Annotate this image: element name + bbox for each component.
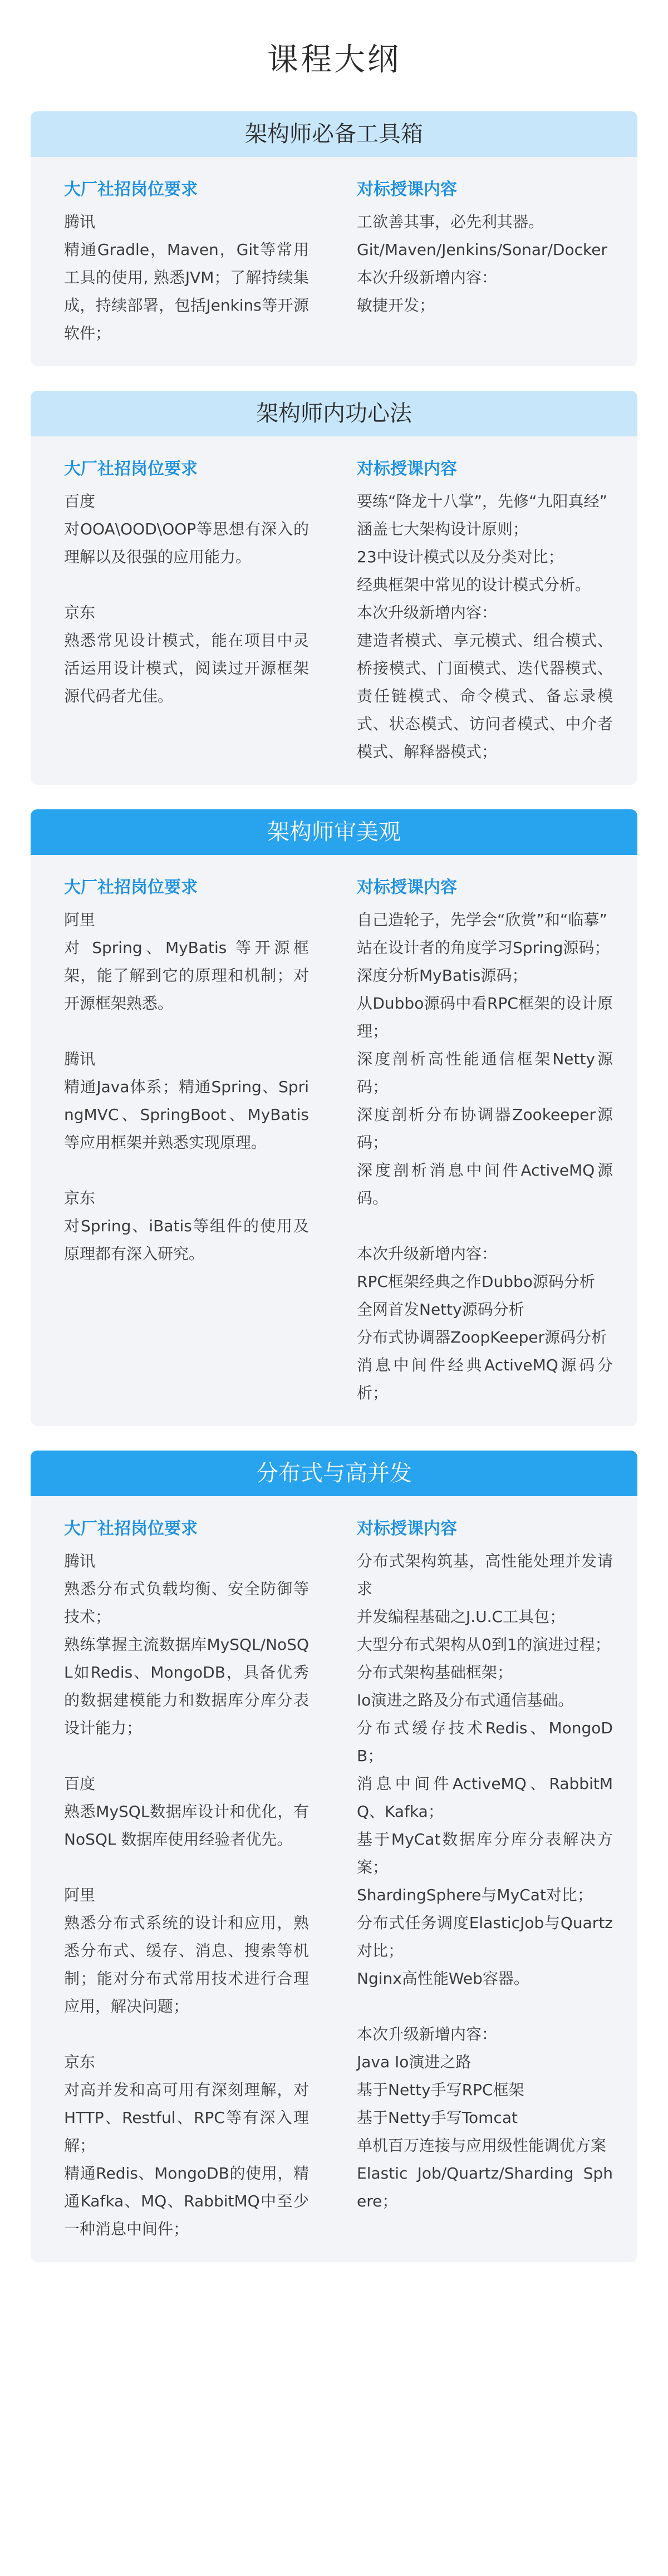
content-text: 自己造轮子，先学会“欣赏”和“临摹” (357, 911, 608, 929)
content-text: 单机百万连接与应用级性能调优方案 (357, 2136, 607, 2155)
job-requirements-heading: 大厂社招岗位要求 (64, 878, 198, 897)
course-section (31, 111, 637, 366)
job-requirements-heading: 大厂社招岗位要求 (64, 1519, 198, 1538)
requirement-text: 腾讯 (64, 1050, 96, 1068)
content-text: 深度剖析高性能通信框架Netty源码； (357, 1050, 613, 1096)
course-content-column (357, 873, 613, 1407)
content-text: 基于Netty手写RPC框架 (357, 2081, 524, 2099)
content-text: 分布式缓存技术Redis、MongoDB； (357, 1719, 613, 1765)
content-text: 大型分布式架构从0到1的演进过程； (357, 1635, 611, 1654)
content-text: 分布式协调器ZoopKeeper源码分析 (357, 1328, 607, 1346)
requirement-text: 京东 (64, 1189, 96, 1207)
job-requirements-column (64, 175, 309, 347)
course-content-column (357, 1514, 613, 2243)
requirement-text: 对Spring、iBatis等组件的使用及原理都有深入研究。 (64, 1217, 309, 1263)
content-text: 并发编程基础之J.U.C工具包； (357, 1607, 566, 1626)
requirement-text: 精通Redis、MongoDB的使用，精通Kafka、MQ、RabbitMQ中至少一种消息中间件； (64, 2164, 309, 2238)
content-text: Git/Maven/Jenkins/Sonar/Docker (357, 240, 607, 259)
section-body (31, 436, 637, 785)
content-text: 基于MyCat数据库分库分表解决方案； (357, 1830, 613, 1876)
content-text: Nginx高性能Web容器。 (357, 1969, 529, 1988)
requirement-text: 精通Gradle，Maven，Git等常用工具的使用, 熟悉JVM；了解持续集成，持续部署，包括Jenkins等开源软件； (64, 240, 309, 342)
content-text: 深度剖析分布协调器Zookeeper源码； (357, 1105, 613, 1152)
course-content-heading: 对标授课内容 (357, 878, 457, 897)
content-text: RPC框架经典之作Dubbo源码分析 (357, 1272, 595, 1291)
content-text: 分布式架构基础框架； (357, 1663, 513, 1682)
content-text: 本次升级新增内容： (357, 2025, 498, 2043)
requirement-text: 京东 (64, 2053, 96, 2071)
requirement-text: 对 Spring、MyBatis 等开源框架，能了解到它的原理和机制；对开源框架熟悉。 (64, 938, 309, 1012)
job-requirements-column (64, 1514, 309, 2243)
section-body (31, 855, 637, 1426)
requirement-text: 熟悉常见设计模式，能在项目中灵活运用设计模式，阅读过开源框架源代码者尤佳。 (64, 631, 309, 705)
content-text: Java Io演进之路 (357, 2053, 471, 2071)
course-content-column (357, 454, 613, 766)
requirement-text: 对OOA\OOD\OOP等思想有深入的理解以及很强的应用能力。 (64, 520, 309, 566)
course-content-column (357, 175, 613, 347)
content-text: 消息中间件经典ActiveMQ源码分析； (357, 1356, 613, 1402)
content-text: 站在设计者的角度学习Spring源码； (357, 938, 610, 957)
page-title: 课程大纲 (267, 42, 401, 78)
course-content-heading: 对标授课内容 (357, 459, 457, 479)
sections-container (0, 111, 668, 2262)
content-text: 深度分析MyBatis源码； (357, 966, 528, 985)
content-text: 本次升级新增内容： (357, 603, 498, 622)
content-text: 基于Netty手写Tomcat (357, 2108, 518, 2127)
requirement-text: 百度 (64, 1774, 96, 1793)
content-text: 要练“降龙十八掌”，先修“九阳真经” (357, 492, 608, 510)
section-title: 架构师审美观 (31, 809, 637, 855)
requirement-text: 阿里 (64, 911, 96, 929)
requirement-text: 阿里 (64, 1886, 96, 1904)
content-text: 从Dubbo源码中看RPC框架的设计原理； (357, 994, 613, 1040)
course-section (31, 1451, 637, 2262)
requirement-text: 熟悉MySQL数据库设计和优化，有NoSQL 数据库使用经验者优先。 (64, 1802, 309, 1849)
section-title: 架构师必备工具箱 (31, 111, 637, 157)
content-text: 本次升级新增内容： (357, 268, 498, 287)
section-body (31, 157, 637, 366)
content-text: Elastic Job/Quartz/Sharding Sphere； (357, 2164, 613, 2210)
content-text: 分布式任务调度ElasticJob与Quartz对比； (357, 1914, 613, 1960)
content-text: 敏捷开发； (357, 296, 435, 314)
job-requirements-column (64, 873, 309, 1407)
content-text: 工欲善其事，必先利其器。 (357, 213, 544, 231)
requirement-text: 熟悉分布式负载均衡、安全防御等技术； (64, 1580, 309, 1626)
content-text: Io演进之路及分布式通信基础。 (357, 1691, 574, 1709)
course-content-heading: 对标授课内容 (357, 1519, 457, 1538)
requirement-text: 百度 (64, 492, 96, 510)
job-requirements-heading: 大厂社招岗位要求 (64, 459, 198, 479)
content-text: 建造者模式、享元模式、组合模式、桥接模式、门面模式、迭代器模式、责任链模式、命令模式、备忘录模式、状态模式、访问者模式、中介者模式、解释器模式； (357, 631, 613, 761)
content-text: 本次升级新增内容： (357, 1245, 498, 1263)
course-section (31, 809, 637, 1426)
requirement-text: 腾讯 (64, 1552, 96, 1570)
content-text: ShardingSphere与MyCat对比； (357, 1886, 593, 1904)
requirement-text: 精通Java体系；精通Spring、SpringMVC、SpringBoot、MyBatis等应用框架并熟悉实现原理。 (64, 1078, 309, 1152)
job-requirements-column (64, 454, 309, 766)
course-section (31, 391, 637, 785)
requirement-text: 熟悉分布式系统的设计和应用，熟悉分布式、缓存、消息、搜索等机制；能对分布式常用技术进行合理应用，解决问题； (64, 1914, 309, 2015)
content-text: 经典框架中常见的设计模式分析。 (357, 576, 591, 594)
section-title: 架构师内功心法 (31, 391, 637, 436)
requirement-text: 京东 (64, 603, 96, 622)
content-text: 涵盖七大架构设计原则； (357, 520, 529, 538)
content-text: 深度剖析消息中间件ActiveMQ源码。 (357, 1161, 613, 1207)
section-body (31, 1496, 637, 2262)
content-text: 全网首发Netty源码分析 (357, 1300, 524, 1319)
requirement-text: 熟练掌握主流数据库MySQL/NoSQL如Redis、MongoDB，具备优秀的数据建模能力和数据库分库分表设计能力； (64, 1635, 309, 1737)
job-requirements-heading: 大厂社招岗位要求 (64, 180, 198, 199)
content-text: 分布式架构筑基，高性能处理并发请求 (357, 1552, 613, 1598)
content-text: 消息中间件ActiveMQ、RabbitMQ、Kafka； (357, 1774, 613, 1821)
section-title: 分布式与高并发 (31, 1451, 637, 1496)
requirement-text: 对高并发和高可用有深刻理解，对HTTP、Restful、RPC等有深入理解； (64, 2081, 309, 2155)
course-content-heading: 对标授课内容 (357, 180, 457, 199)
requirement-text: 腾讯 (64, 213, 96, 231)
content-text: 23中设计模式以及分类对比； (357, 548, 564, 566)
